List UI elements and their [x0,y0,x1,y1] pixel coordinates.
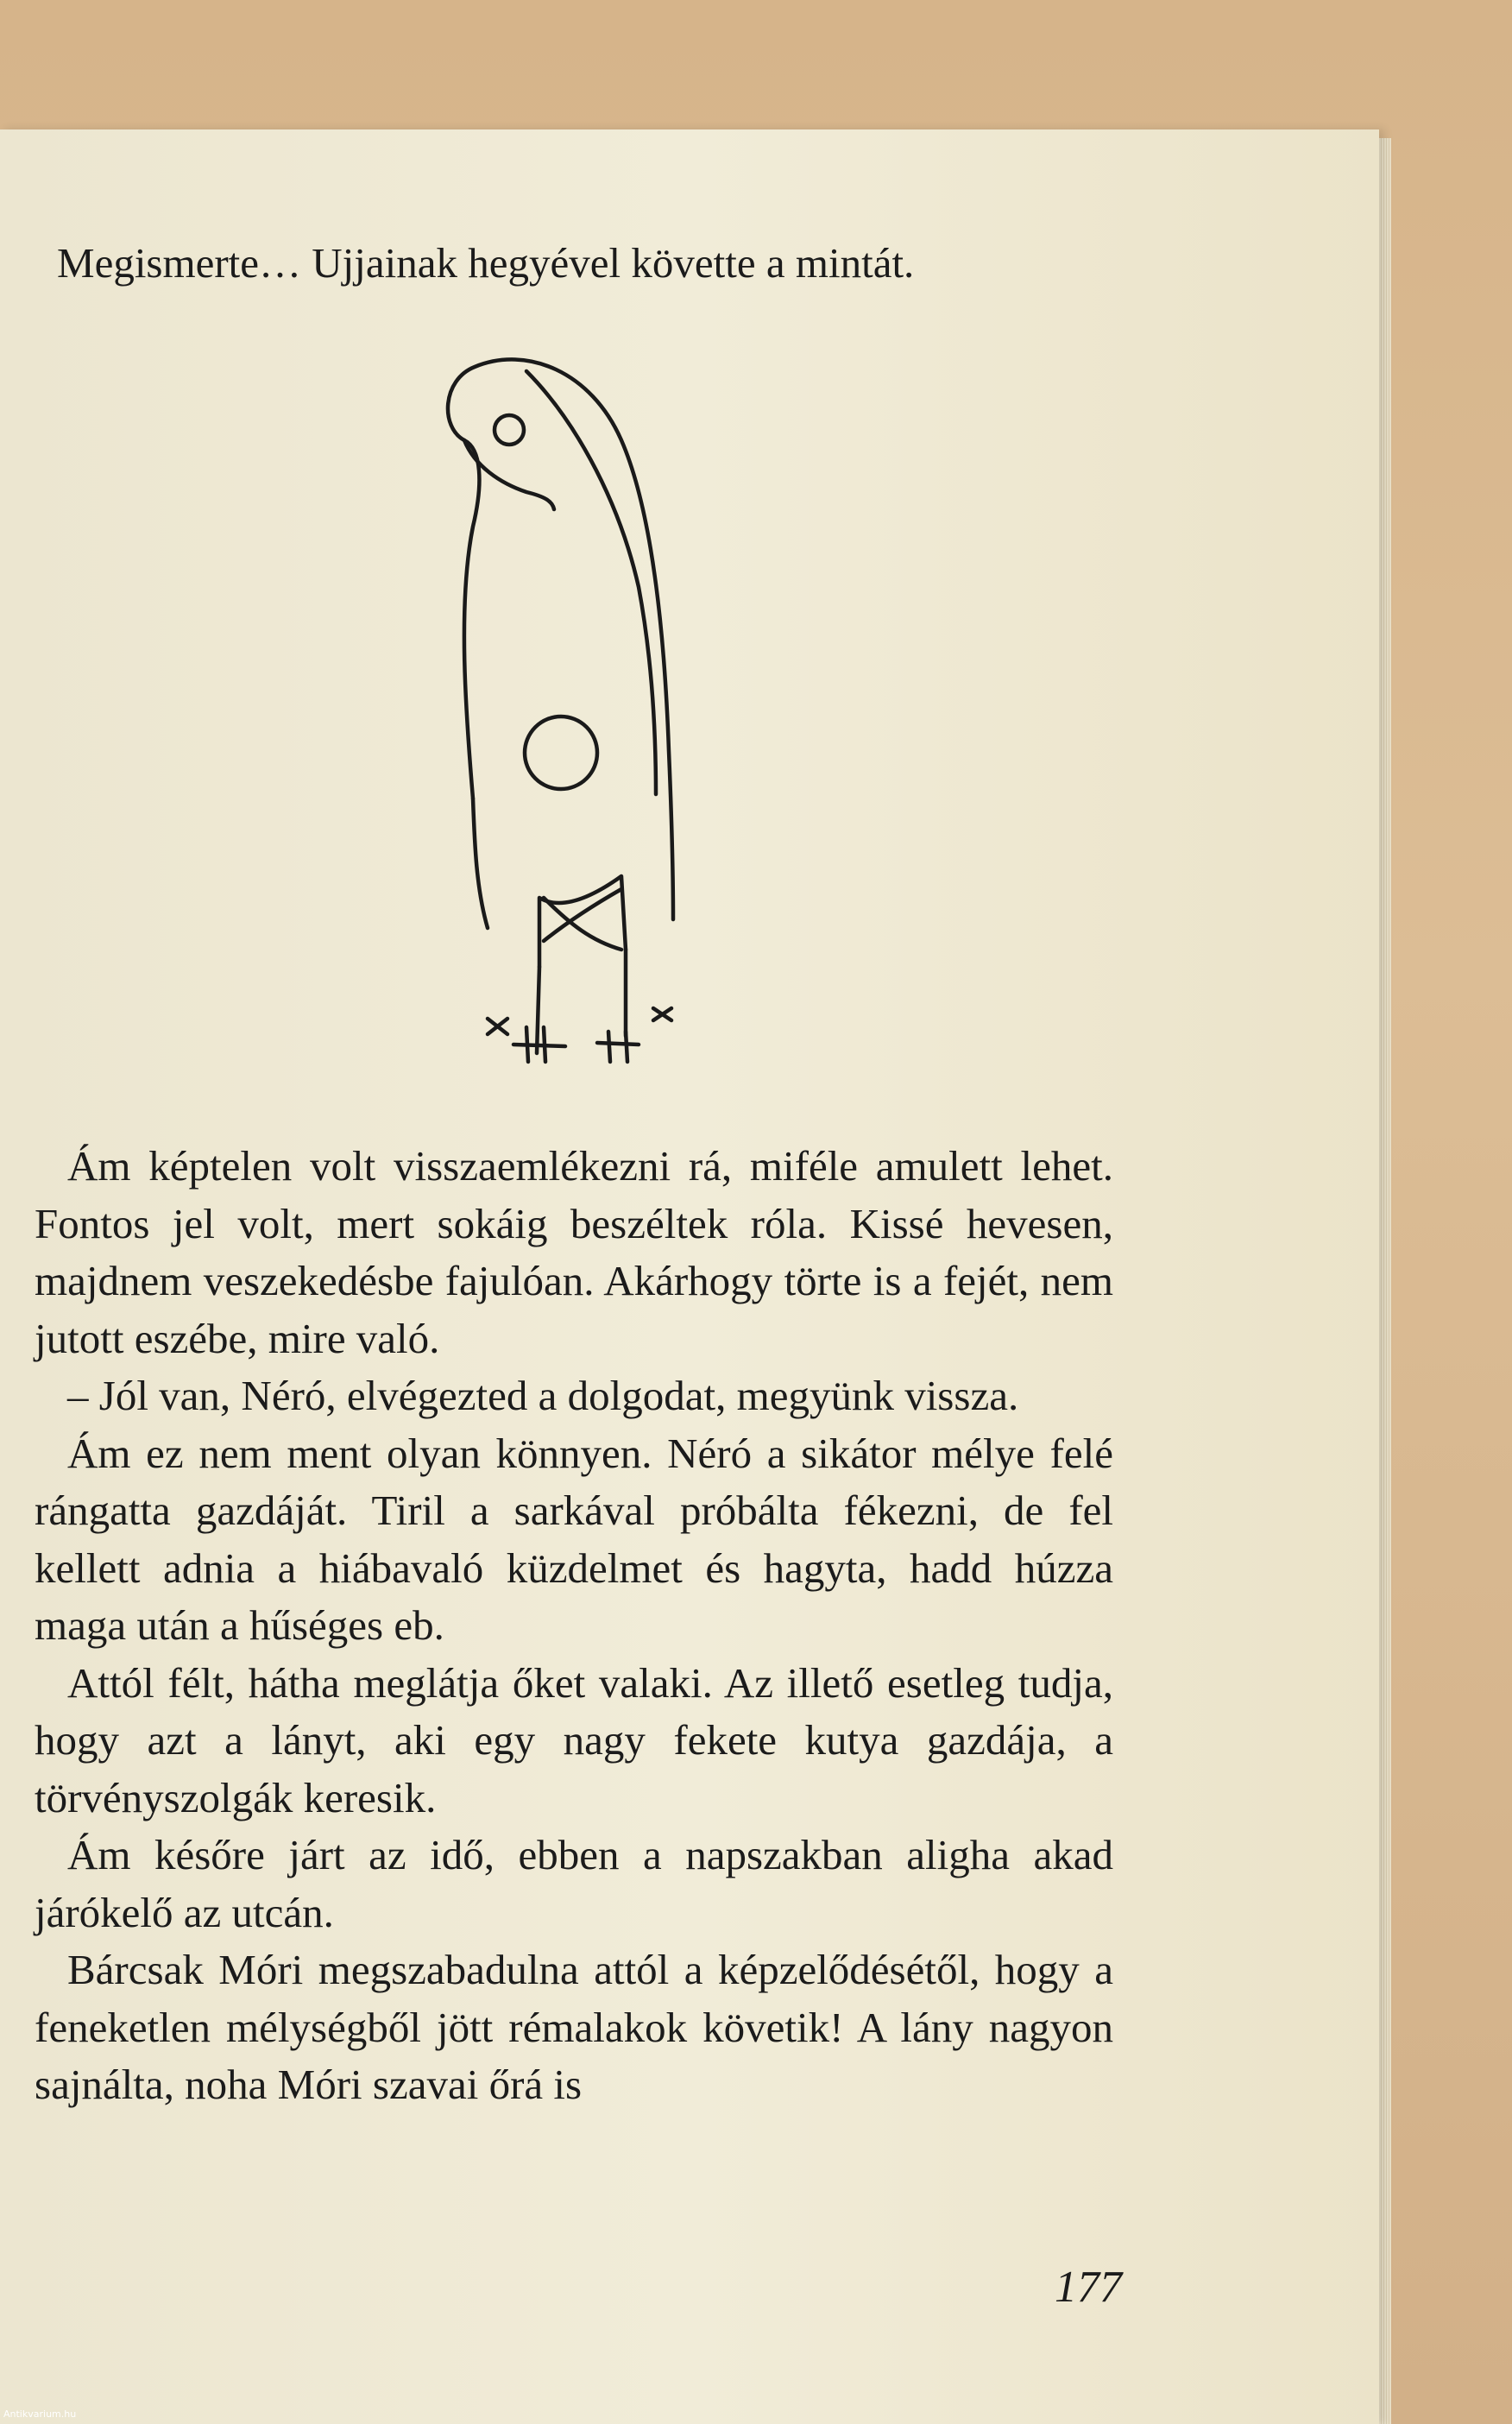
paragraph: Ám ez nem ment olyan könnyen. Néró a sikátor mélye felé rángatta gazdáját. Tiril a sarkával próbálta fékezni, de fel kellett adnia a hiábavaló küzdelmet és hagyta, hadd húzza maga után a hűséges eb. [35,1429,1113,1649]
paragraph: Ám későre járt az idő, ebben a napszakban aligha akad járókelő az utcán. [35,1831,1113,1936]
amulet-drawing-icon [406,345,734,1122]
paragraph: Ám képtelen volt visszaemlékezni rá, miféle amulett lehet. Fontos jel volt, mert sokáig beszéltek róla. Kissé hevesen, majdnem veszekedésbe fajulóan. Akárhogy törte is a fejét, nem jutott eszébe, mire való. [35,1142,1113,1362]
body-text [35,1138,1113,2114]
paragraph: Bárcsak Móri megszabadulna attól a képzelődésétől, hogy a feneketlen mélységből jött rémalakok követik! A lány nagyon sajnálta, noha Móri szavai őrá is [35,1946,1113,2108]
watermark: Antikvarium.hu [3,2408,77,2420]
paragraph: – Jól van, Néró, elvégezted a dolgodat, megyünk vissza. [67,1372,1019,1419]
intro-line: Megismerte… Ujjainak hegyével követte a mintát. [57,239,915,287]
paragraph: Attól félt, hátha meglátja őket valaki. Az illető esetleg tudja, hogy azt a lányt, aki egy nagy fekete kutya gazdája, a törvényszolgák keresik. [35,1658,1113,1821]
page-edges [1379,138,1391,2424]
page-number: 177 [1055,2263,1122,2312]
